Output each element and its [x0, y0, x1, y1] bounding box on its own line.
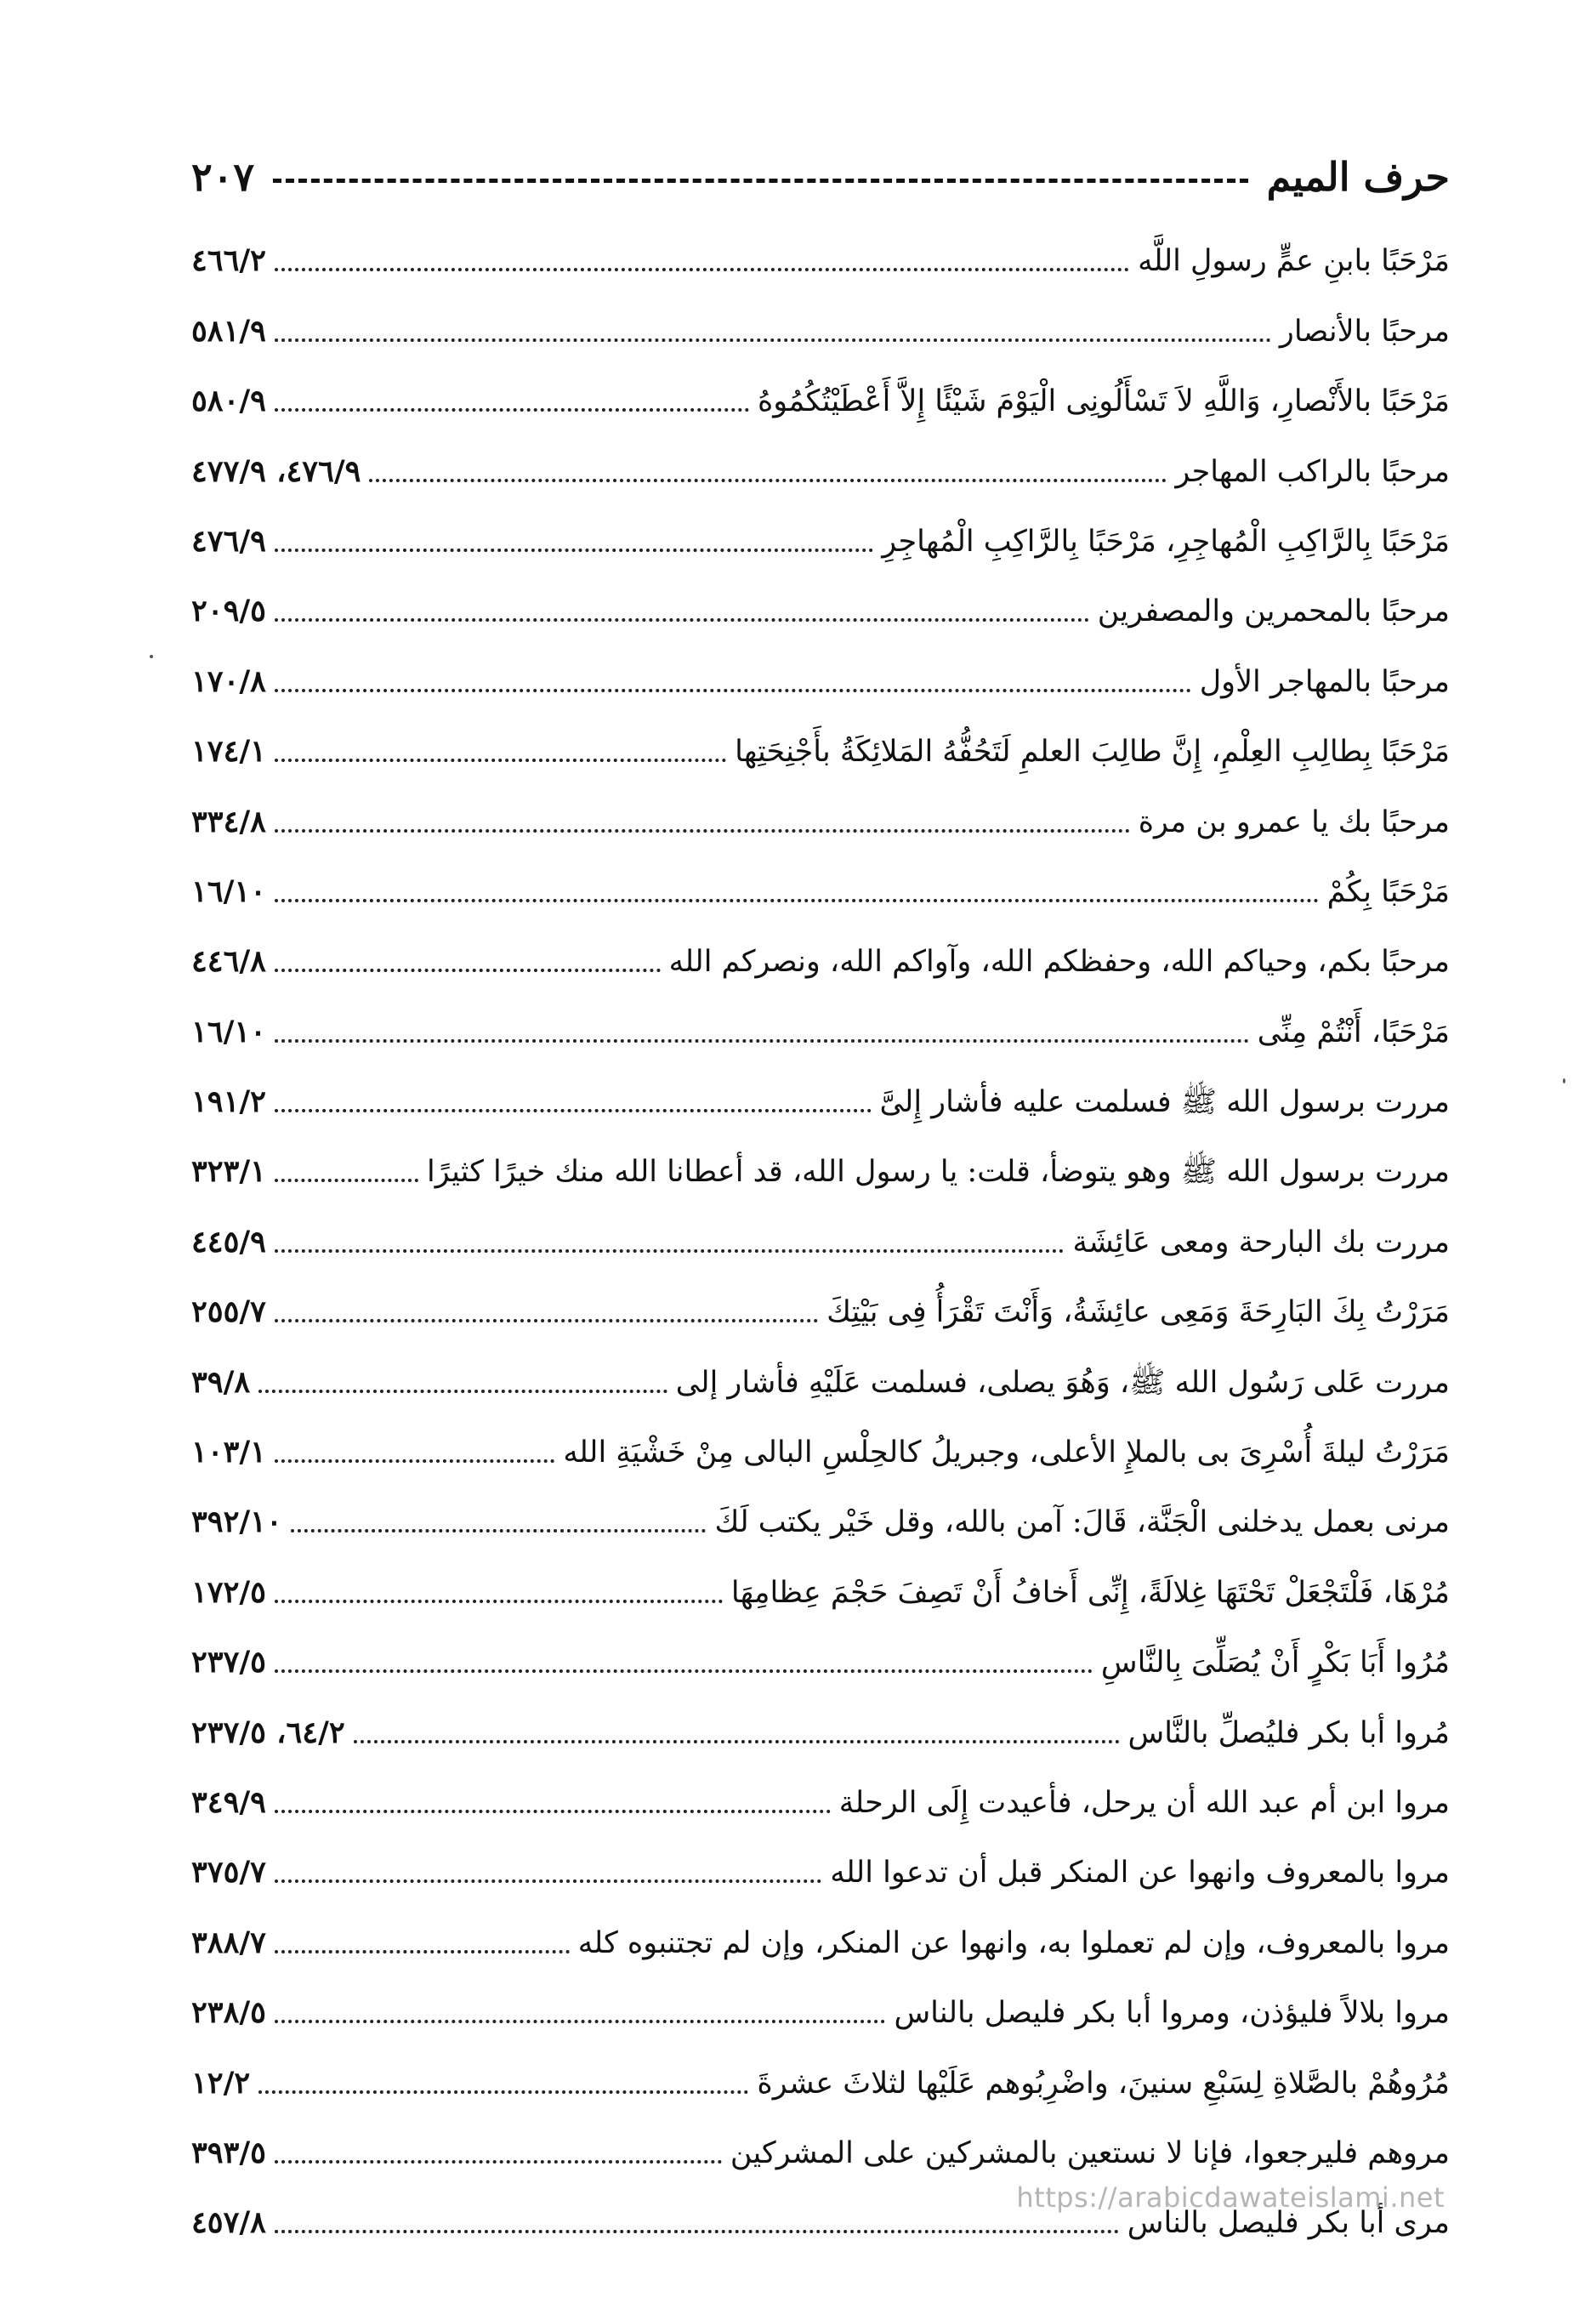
- dot-leader: [275, 2160, 722, 2164]
- index-entry: [191, 924, 1450, 993]
- entry-reference: ٥٨١/٩: [191, 313, 266, 349]
- header-dash-rule: [273, 179, 1247, 183]
- paper-speck: [1563, 1078, 1565, 1083]
- entry-reference: ٤٧٦/٩، ٤٧٧/٩: [191, 453, 361, 489]
- entry-text: مروا بالمعروف، وإن لم تعملوا به، وانهوا عن المنكر، وإن لم تجتنبوه كله: [577, 1925, 1450, 1960]
- dot-leader: [275, 1669, 1093, 1673]
- entry-reference: ٣٩٢/١٠: [191, 1504, 282, 1540]
- dot-leader: [275, 899, 1319, 902]
- chapter-title: حرف الميم: [1266, 154, 1450, 200]
- index-entry: [191, 433, 1450, 503]
- dot-leader: [275, 2230, 1119, 2233]
- dot-leader: [275, 1179, 418, 1182]
- index-entry: [191, 573, 1450, 643]
- watermark-url: https://arabicdawateislami.net: [1016, 2181, 1445, 2214]
- index-entry: [191, 363, 1450, 433]
- entry-text: مُروا أبا بكر فليُصلِّ بالنَّاس: [1127, 1715, 1450, 1750]
- index-entry: [191, 1765, 1450, 1834]
- index-entry: [191, 643, 1450, 713]
- dot-leader: [275, 829, 1130, 833]
- index-entry: [191, 1344, 1450, 1413]
- entry-text: مَرْحَبًا بِطالِبِ العِلْمِ، إِنَّ طالِبَ العلمِ لَتَحُفُّهُ المَلائِكَةُ بأَجْنِحَتِها: [735, 735, 1450, 770]
- entry-reference: ٣٢٣/١: [191, 1154, 266, 1190]
- index-entry: [191, 223, 1450, 293]
- entry-reference: ٣٧٥/٧: [191, 1855, 266, 1891]
- entry-text: مرحبًا بكم، وحياكم الله، وحفظكم الله، وآواكم الله، ونصركم الله: [668, 945, 1450, 980]
- index-entry: [191, 1414, 1450, 1484]
- entry-text: مررت عَلى رَسُول الله ﷺ، وَهُوَ يصلى، فسلمت عَلَيْهِ فأشار إلى: [675, 1365, 1450, 1400]
- entry-reference: ٢٠٩/٥: [191, 594, 266, 629]
- index-entry: [191, 1064, 1450, 1134]
- index-entry: [191, 1975, 1450, 2044]
- entry-reference: ٣٣٤/٨: [191, 804, 266, 839]
- entry-text: مرحبًا بالمهاجر الأول: [1199, 664, 1450, 699]
- entry-text: مروهم فليرجعوا، فإنا لا نستعين بالمشركين على المشركين: [730, 2135, 1450, 2170]
- entry-reference: ٦٤/٢، ٢٣٧/٥: [191, 1714, 345, 1750]
- page-number: ٢٠٧: [191, 154, 255, 200]
- entry-reference: ٣٩٣/٥: [191, 2135, 266, 2170]
- index-entry: [191, 854, 1450, 924]
- dot-leader: [275, 618, 1089, 622]
- entry-text: مَرْحَبًا بالأَنْصارِ، وَاللَّهِ لاَ تَسْأَلُونِى الْيَوْمَ شَيْئًا إِلاَّ أَعْطَيْتُكُمُوهُ: [757, 384, 1450, 419]
- dot-leader: [275, 338, 1271, 342]
- entry-text: مَرْحَبًا، أَنْتُمْ مِنِّى: [1257, 1015, 1450, 1049]
- index-entry: [191, 1274, 1450, 1344]
- index-entry: [191, 1484, 1450, 1554]
- dot-leader: [275, 1810, 831, 1813]
- entry-text: مَرْحَبًا بِكُمْ: [1326, 874, 1450, 909]
- dot-leader: [275, 969, 661, 972]
- entry-text: مُرُوا أَبَا بَكْرٍ أَنْ يُصَلِّىَ بِالنَّاسِ: [1100, 1646, 1450, 1680]
- dot-leader: [275, 1459, 554, 1463]
- paper-speck: [150, 655, 153, 658]
- dot-leader: [275, 408, 749, 412]
- entry-reference: ٣٨٨/٧: [191, 1925, 266, 1960]
- entry-reference: ٢٣٧/٥: [191, 1645, 266, 1680]
- entry-text: مررت بك البارحة ومعى عَائِشَة: [1072, 1225, 1450, 1260]
- dot-leader: [275, 549, 873, 552]
- dot-leader: [275, 1109, 872, 1112]
- entry-reference: ٤٥٧/٨: [191, 2205, 266, 2241]
- dot-leader: [275, 1249, 1064, 1253]
- entry-text: مرحبًا بالراكب المهاجر: [1175, 454, 1450, 489]
- entry-text: مروا بالمعروف وانهوا عن المنكر قبل أن تدعوا الله: [830, 1856, 1450, 1891]
- dot-leader: [369, 479, 1167, 482]
- index-entry: [191, 2115, 1450, 2185]
- entry-text: مروا ابن أم عبد الله أن يرحل، فأعيدت إِلَى الرحلة: [838, 1785, 1450, 1820]
- entry-text: مرحبًا بالأنصار: [1279, 314, 1450, 349]
- dot-leader: [275, 1879, 821, 1883]
- dot-leader: [275, 1950, 570, 1953]
- entry-reference: ٤٧٦/٩: [191, 523, 266, 559]
- entry-text: مروا بلالاً فليؤذن، ومروا أبا بكر فليصل بالناس: [894, 1996, 1450, 2031]
- entry-reference: ١٦/١٠: [191, 1014, 266, 1049]
- entry-reference: ٤٦٦/٢: [191, 243, 266, 279]
- entry-reference: ١٦/١٠: [191, 873, 266, 909]
- dot-leader: [258, 2090, 748, 2094]
- entry-text: مَرْحَبًا بِالرَّاكِبِ الْمُهاجِرِ، مَرْحَبًا بِالرَّاكِبِ الْمُهاجِرِ: [882, 524, 1450, 559]
- index-entry: [191, 1694, 1450, 1764]
- index-entry: [191, 1203, 1450, 1273]
- entry-text: مرنى بعمل يدخلنى الْجَنَّة، قَالَ: آمن بالله، وقل خَيْر يكتب لَكَ: [714, 1505, 1450, 1540]
- entry-text: مررت برسول الله ﷺ وهو يتوضأ، قلت: يا رسول الله، قد أعطانا الله منك خيرًا كثيرًا: [427, 1155, 1450, 1190]
- index-entry: [191, 1624, 1450, 1694]
- entry-reference: ١٢/٢: [191, 2065, 251, 2101]
- dot-leader: [275, 689, 1191, 692]
- entry-reference: ٤٤٥/٩: [191, 1224, 266, 1260]
- page-header: [191, 143, 1450, 211]
- entry-reference: ٢٥٥/٧: [191, 1294, 266, 1330]
- index-entry: [191, 1554, 1450, 1623]
- index-entry: [191, 1904, 1450, 1974]
- index-entries: [191, 223, 1450, 2255]
- entry-text: مَرْحَبًا بابنِ عمٍّ رسولِ اللَّه: [1138, 244, 1450, 279]
- entry-reference: ١٠٣/١: [191, 1435, 266, 1470]
- dot-leader: [275, 1319, 818, 1322]
- dot-leader: [291, 1529, 707, 1532]
- entry-reference: ١٧٢/٥: [191, 1574, 266, 1610]
- dot-leader: [275, 1039, 1249, 1043]
- entry-text: مَرَرْتُ بِكَ البَارِحَةَ وَمَعِى عائِشَةُ، وَأَنْتَ تَقْرَأُ فِى بَيْتِكَ: [826, 1295, 1450, 1330]
- index-entry: [191, 2044, 1450, 2114]
- index-entry: [191, 1134, 1450, 1203]
- dot-leader: [275, 759, 726, 762]
- index-entry: [191, 783, 1450, 853]
- index-entry: [191, 503, 1450, 573]
- dot-leader: [275, 2020, 885, 2023]
- entry-text: مررت برسول الله ﷺ فسلمت عليه فأشار إِلىَّ: [879, 1085, 1450, 1120]
- entry-text: مَرَرْتُ ليلةَ أُسْرِىَ بى بالملإِ الأعلى، وجبريلُ كالحِلْسِ البالى مِنْ خَشْيَةِ الله: [563, 1436, 1450, 1470]
- index-entry: [191, 293, 1450, 362]
- dot-leader: [275, 268, 1129, 271]
- dot-leader: [258, 1390, 667, 1393]
- dot-leader: [354, 1740, 1120, 1743]
- entry-reference: ١٧٠/٨: [191, 663, 266, 699]
- entry-reference: ٤٤٦/٨: [191, 944, 266, 980]
- entry-reference: ٣٤٩/٩: [191, 1784, 266, 1820]
- index-entry: [191, 1834, 1450, 1904]
- dot-leader: [275, 1600, 723, 1603]
- entry-reference: ١٧٤/١: [191, 734, 266, 770]
- entry-reference: ١٩١/٢: [191, 1084, 266, 1120]
- entry-text: مرحبًا بك يا عمرو بن مرة: [1138, 805, 1450, 839]
- entry-text: مُرُوهُمْ بالصَّلاةِ لِسَبْعِ سنينَ، واضْرِبُوهم عَلَيْها لثلاثَ عشرةَ: [757, 2066, 1450, 2101]
- entry-reference: ٥٨٠/٩: [191, 384, 266, 419]
- index-entry: [191, 993, 1450, 1063]
- index-entry: [191, 714, 1450, 783]
- entry-text: مرى أبا بكر فليصل بالناس: [1127, 2206, 1450, 2241]
- entry-reference: ٣٩/٨: [191, 1364, 251, 1400]
- entry-text: مرحبًا بالمحمرين والمصفرين: [1097, 594, 1450, 629]
- entry-text: مُرْهَا، فَلْتَجْعَلْ تَحْتَهَا غِلالَةً، إِنِّى أَخافُ أَنْ تَصِفَ حَجْمَ عِظامِهَا: [730, 1575, 1450, 1610]
- entry-reference: ٢٣٨/٥: [191, 1995, 266, 2031]
